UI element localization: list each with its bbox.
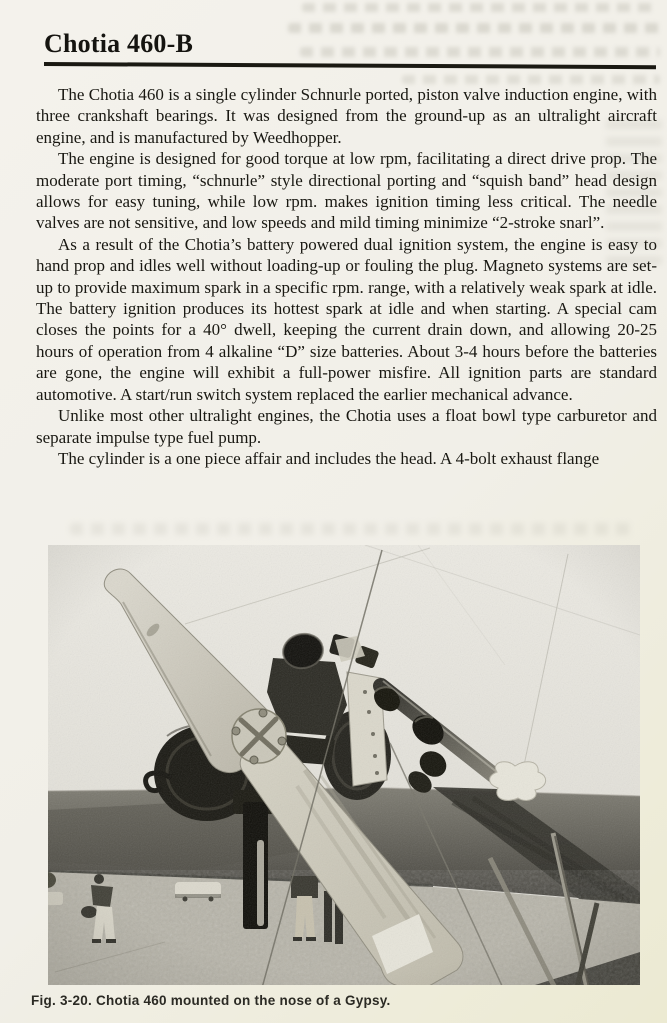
paragraph-2: The engine is designed for good torque at low rpm, facilitating a direct drive prop. The moderate port timing, “schnurle” style directional porting and “squish band” head design allows for easy tuning, while low rpm. makes ignition timing less critical. The needle valves are not sensitive, and low speeds and mild timing minimize “2-stroke snarl”.	[36, 149, 657, 233]
paragraph-5: The cylinder is a one piece affair and includes the head. A 4-bolt exhaust flange	[58, 448, 600, 468]
title-rule	[44, 62, 656, 69]
bleedthrough-ghosting	[70, 523, 630, 535]
figure-caption: Fig. 3-20. Chotia 460 mounted on the nose of a Gypsy.	[31, 993, 391, 1008]
page-title: Chotia 460-B	[44, 29, 194, 59]
paragraph-4: Unlike most other ultralight engines, the Chotia uses a float bowl type carburetor and separate impulse type fuel pump.	[36, 406, 657, 447]
paragraph-3: As a result of the Chotia’s battery powered dual ignition system, the engine is easy to hand prop and idles well without loading-up or fouling the plug. Magneto systems are set-up to provide maximum spark in a specific rpm. range, with a relatively weak spark at idle. The battery ignition produces its hottest spark at idle and when starting. A special cam closes the points for a 40° dwell, keeping the current drain down, and allowing 20-25 hours of operation from 4 alkaline “D” size batteries. About 3-4 hours before the batteries are gone, the engine will exhibit a full-power misfire. All ignition parts are standard automotive. A start/run switch system replaced the earlier mechanical advance.	[36, 234, 657, 404]
bleedthrough-ghosting	[288, 23, 660, 33]
body-text	[36, 84, 657, 469]
bleedthrough-ghosting	[302, 3, 658, 12]
bleedthrough-ghosting	[402, 75, 660, 84]
paragraph-1: The Chotia 460 is a single cylinder Schnurle ported, piston valve induction engine, with three crankshaft bearings. It was designed from the ground-up as an ultralight aircraft engine, and is manufactured by Weedhopper.	[36, 85, 657, 147]
figure-photo	[35, 540, 650, 995]
photo-artwork	[35, 540, 650, 995]
vignette	[48, 545, 640, 985]
bleedthrough-ghosting	[300, 47, 660, 57]
